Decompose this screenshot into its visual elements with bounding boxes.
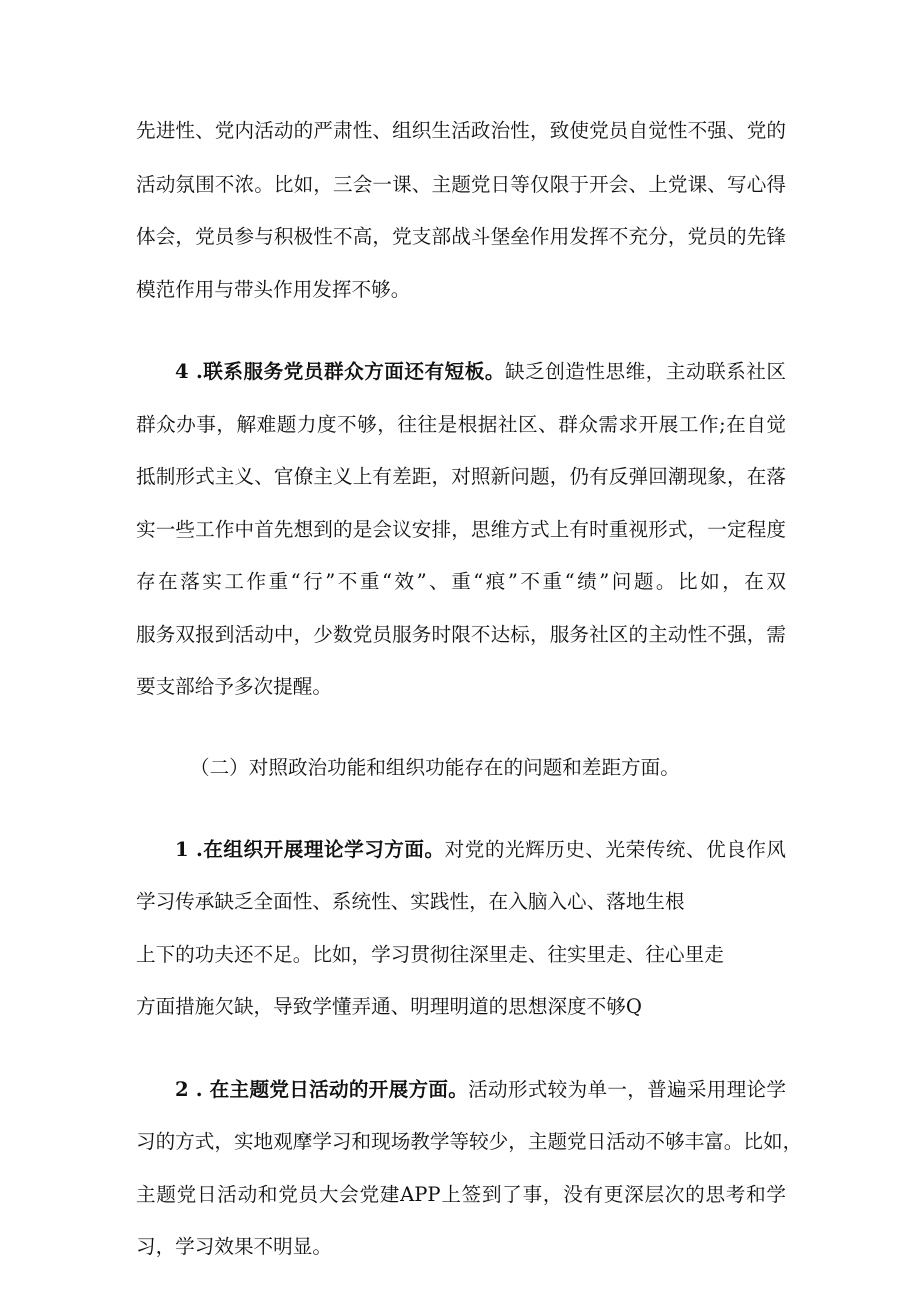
item-lead: 4 .联系服务党员群众方面还有短板。 bbox=[175, 360, 505, 383]
paragraph-line: 方面措施欠缺，导致学懂弄通、明理明道的思想深度不够Q bbox=[136, 995, 642, 1018]
paragraph-line: 存在落实工作重“行”不重“效”、重“痕”不重“绩”问题。比如，在双 bbox=[136, 570, 786, 593]
paragraph-first-line bbox=[175, 360, 786, 384]
paragraph-line: 学习传承缺乏全面性、系统性、实践性，在入脑入心、落地生根 bbox=[136, 890, 685, 913]
paragraph-line: 体会，党员参与积极性不高，党支部战斗堡垒作用发挥不充分，党员的先锋 bbox=[136, 225, 786, 248]
paragraph-line: 要支部给予多次提醒。 bbox=[136, 675, 332, 698]
item-text: 活动形式较为单一，普遍采用理论学 bbox=[468, 1078, 786, 1101]
paragraph-line: 群众办事，解难题力度不够，往往是根据社区、群众需求开展工作;在自觉 bbox=[136, 413, 786, 436]
paragraph-line: 习，学习效果不明显。 bbox=[136, 1235, 332, 1258]
paragraph-line: 先进性、党内活动的严肃性、组织生活政治性，致使党员自觉性不强、党的 bbox=[136, 119, 786, 142]
paragraph-line: 上下的功夫还不足。比如，学习贯彻往深里走、往实里走、往心里走 bbox=[136, 943, 724, 966]
item-text: 对党的光辉历史、光荣传统、优良作风 bbox=[444, 838, 787, 861]
paragraph-line: 模范作用与带头作用发挥不够。 bbox=[136, 278, 411, 301]
paragraph-line: 活动氛围不浓。比如，三会一课、主题党日等仅限于开会、上党课、写心得 bbox=[136, 173, 786, 196]
item-text: 缺乏创造性思维，主动联系社区 bbox=[504, 360, 786, 383]
section-heading: （二）对照政治功能和组织功能存在的问题和差距方面。 bbox=[190, 756, 680, 779]
paragraph-first-line bbox=[175, 838, 786, 862]
paragraph-line: 主题党日活动和党员大会党建APP上签到了事，没有更深层次的思考和学 bbox=[136, 1183, 786, 1206]
paragraph-line: 习的方式，实地观摩学习和现场教学等较少，主题党日活动不够丰富。比如， bbox=[136, 1130, 803, 1153]
item-lead: 1 .在组织开展理论学习方面。 bbox=[175, 838, 445, 861]
paragraph-line: 实一些工作中首先想到的是会议安排，思维方式上有时重视形式，一定程度 bbox=[136, 518, 786, 541]
paragraph-line: 抵制形式主义、官僚主义上有差距，对照新问题，仍有反弹回潮现象，在落 bbox=[136, 465, 786, 488]
paragraph-line: 服务双报到活动中，少数党员服务时限不达标，服务社区的主动性不强，需 bbox=[136, 623, 786, 646]
item-lead: 2 . 在主题党日活动的开展方面。 bbox=[175, 1078, 469, 1101]
paragraph-first-line bbox=[175, 1078, 786, 1102]
